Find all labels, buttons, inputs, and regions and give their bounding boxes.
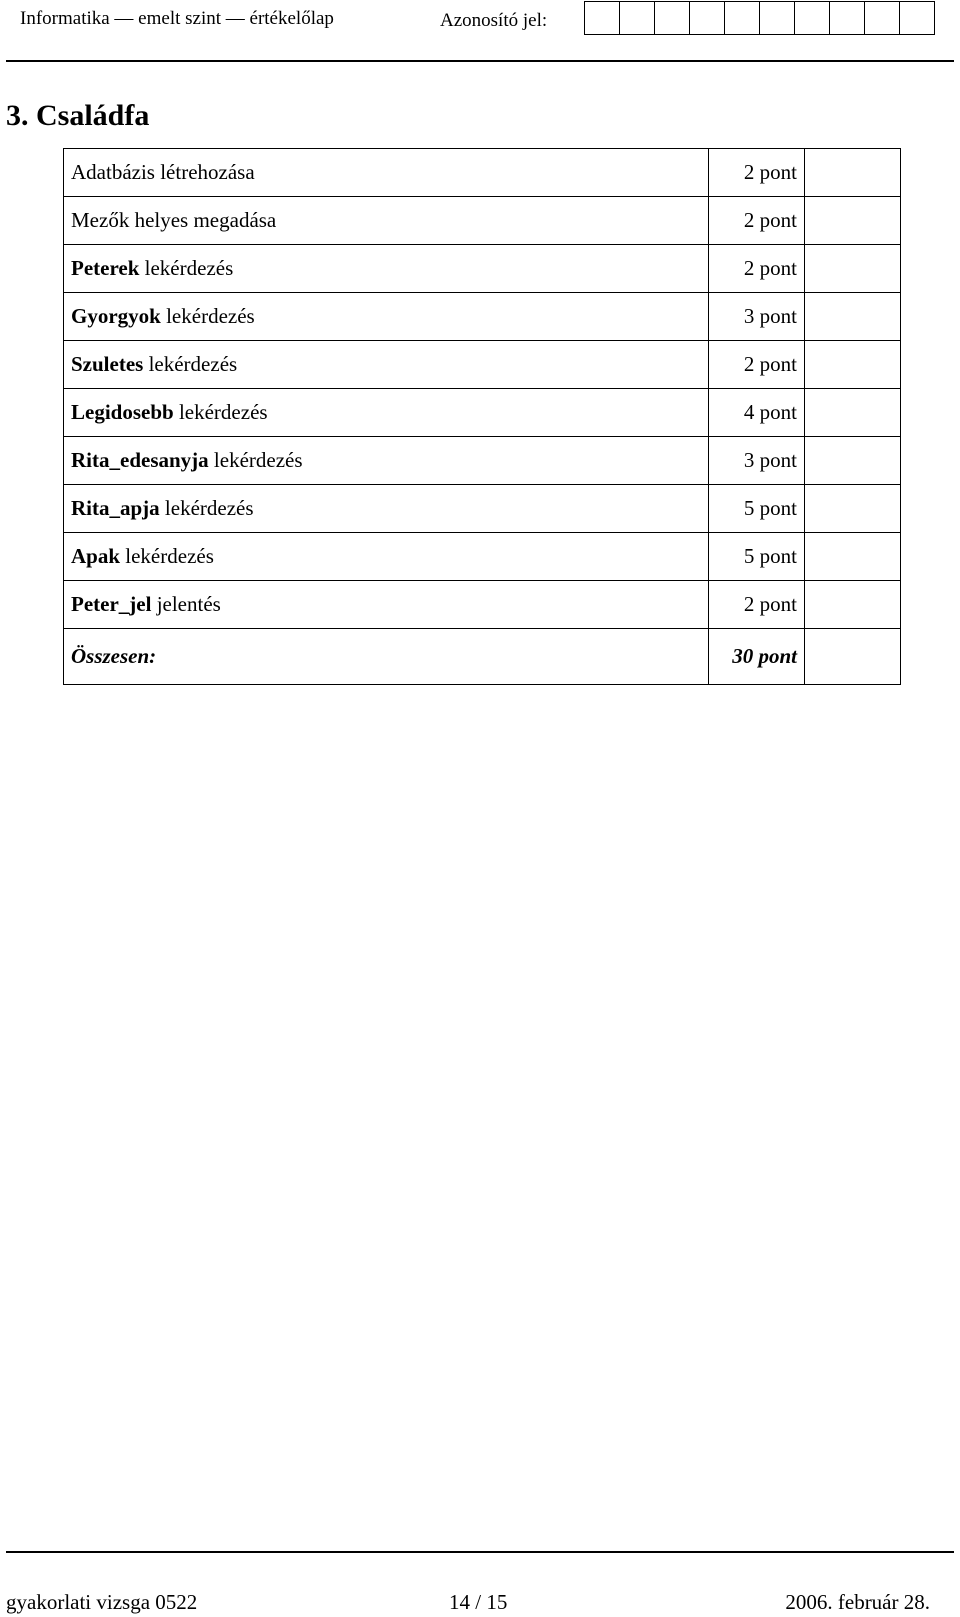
id-box[interactable] — [760, 1, 795, 35]
id-box[interactable] — [585, 1, 620, 35]
id-box[interactable] — [830, 1, 865, 35]
earned-points-cell[interactable] — [805, 245, 901, 293]
task-cell: Mezők helyes megadása — [64, 197, 709, 245]
footer-date: 2006. február 28. — [785, 1590, 930, 1614]
header-title: Informatika — emelt szint — értékelőlap — [20, 8, 334, 29]
earned-points-cell[interactable] — [805, 437, 901, 485]
total-label: Összesen: — [64, 629, 709, 685]
earned-points-cell[interactable] — [805, 389, 901, 437]
id-box[interactable] — [690, 1, 725, 35]
points-cell: 3 pont — [709, 293, 805, 341]
id-box[interactable] — [900, 1, 935, 35]
task-cell: Apak lekérdezés — [64, 533, 709, 581]
table-row — [64, 533, 901, 581]
total-points: 30 pont — [709, 629, 805, 685]
table-row — [64, 437, 901, 485]
id-boxes — [584, 1, 935, 35]
task-cell: Peter_jel jelentés — [64, 581, 709, 629]
points-cell: 2 pont — [709, 341, 805, 389]
task-cell: Legidosebb lekérdezés — [64, 389, 709, 437]
earned-points-cell[interactable] — [805, 341, 901, 389]
id-box[interactable] — [865, 1, 900, 35]
task-cell: Szuletes lekérdezés — [64, 341, 709, 389]
total-earned-cell[interactable] — [805, 629, 901, 685]
table-row — [64, 389, 901, 437]
points-cell: 4 pont — [709, 389, 805, 437]
points-cell: 3 pont — [709, 437, 805, 485]
task-cell: Rita_edesanyja lekérdezés — [64, 437, 709, 485]
table-row — [64, 485, 901, 533]
earned-points-cell[interactable] — [805, 149, 901, 197]
points-cell: 5 pont — [709, 485, 805, 533]
table-row — [64, 341, 901, 389]
task-cell: Adatbázis létrehozása — [64, 149, 709, 197]
footer-page-number: 14 / 15 — [449, 1590, 508, 1614]
task-cell: Peterek lekérdezés — [64, 245, 709, 293]
header-divider — [6, 60, 954, 62]
task-cell: Gyorgyok lekérdezés — [64, 293, 709, 341]
total-row — [64, 629, 901, 685]
table-row — [64, 293, 901, 341]
earned-points-cell[interactable] — [805, 581, 901, 629]
earned-points-cell[interactable] — [805, 485, 901, 533]
id-box[interactable] — [655, 1, 690, 35]
points-cell: 2 pont — [709, 245, 805, 293]
section-title: 3. Családfa — [6, 99, 150, 132]
footer-divider — [6, 1551, 954, 1553]
id-box[interactable] — [795, 1, 830, 35]
points-cell: 2 pont — [709, 149, 805, 197]
points-cell: 2 pont — [709, 581, 805, 629]
id-box[interactable] — [620, 1, 655, 35]
points-cell: 2 pont — [709, 197, 805, 245]
table-row — [64, 581, 901, 629]
id-label: Azonosító jel: — [440, 10, 548, 31]
table-row — [64, 197, 901, 245]
points-cell: 5 pont — [709, 533, 805, 581]
earned-points-cell[interactable] — [805, 533, 901, 581]
id-box[interactable] — [725, 1, 760, 35]
table-row — [64, 149, 901, 197]
scoring-table — [63, 148, 901, 685]
footer-exam-label: gyakorlati vizsga 0522 — [6, 1590, 198, 1614]
earned-points-cell[interactable] — [805, 293, 901, 341]
table-row — [64, 245, 901, 293]
task-cell: Rita_apja lekérdezés — [64, 485, 709, 533]
earned-points-cell[interactable] — [805, 197, 901, 245]
